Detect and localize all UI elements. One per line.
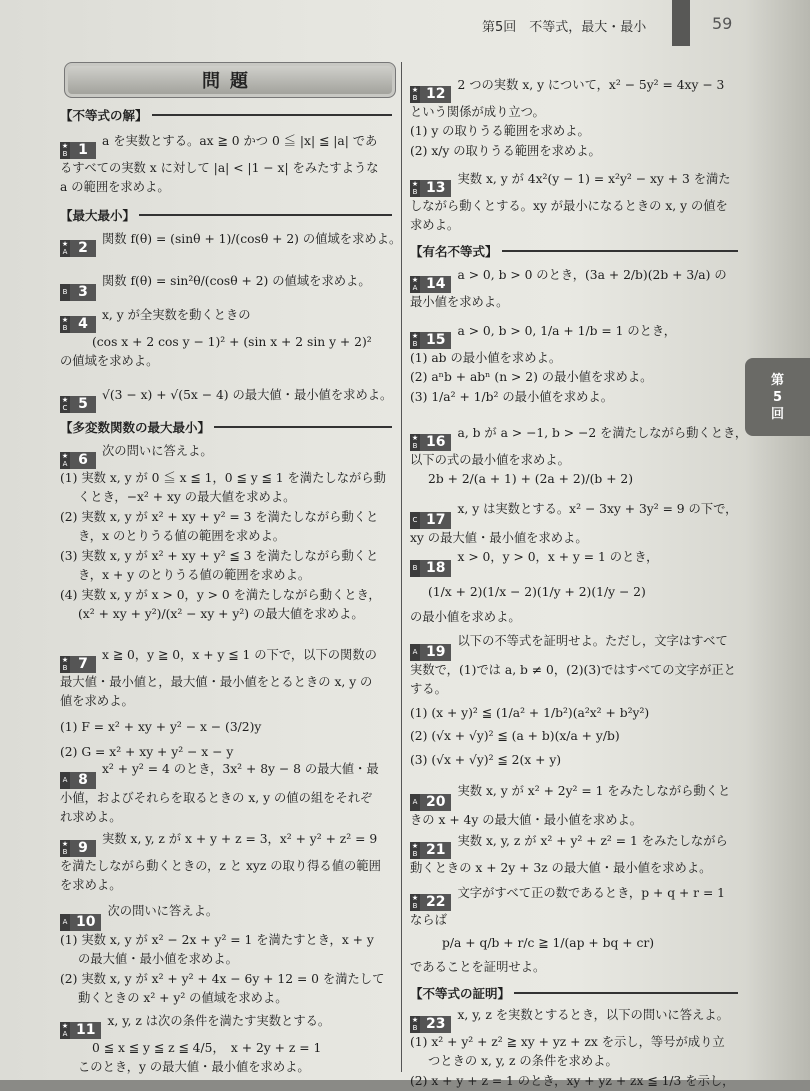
problem: ★ B 13 実数 x, y が 4x²(y − 1) = x²y² − xy + 3 を満た しながら動くとする。xy が最小になるときの x, y の値を 求めよ。 [410,172,731,232]
section-header [60,106,392,124]
problem: A 20 実数 x, y が x² + 2y² = 1 をみたしながら動くと きの x + 4y の最大値・最小値を求めよ。 [410,784,731,827]
problem-badge: ★ B 1 [60,142,96,159]
side-tab-char: 第 [770,372,784,388]
problem-badge: ★ A 2 [60,240,96,257]
problem-badge: ★ B 21 [410,842,451,859]
problem: B 18 x > 0，y > 0，x + y = 1 のとき， (1/x + 2)(1/x − 2)(1/y + 2)(1/y − 2) の最小値を求めよ。 [410,550,659,624]
problem-badge: ★ B 9 [60,840,96,857]
problem-badge: B 3 [60,284,96,301]
problem-badge: ★ A 14 [410,276,451,293]
problem: ★ B 23 x, y, z を実数とするとき，以下の問いに答えよ。 (1) x² + y² + z² ≧ xy + yz + zx を示し，等号が成り立 つときの x, y, z の条件を求めよ。 (2) x + y + z = 1 のとき，xy + yz + zx ≦ 1/3 を示し， [410,1008,735,1088]
problem: ★ A 14 a > 0, b > 0 のとき，(3a + 2/b)(2b + 3/a) の 最小値を求めよ。 [410,268,727,309]
problem: C 17 x, y は実数とする。x² − 3xy + 3y² = 9 の下で， xy の最大値・最小値を求めよ。 [410,502,738,545]
page-title: 問題 [64,62,396,98]
section-title: 【有名不等式】 [410,244,498,259]
problem: ★ B 12 2 つの実数 x, y について，x² − 5y² = 4xy − 3 という関係が成り立つ。 (1) y の取りうる範囲を求めよ。 (2) x/y の取りうる範囲を求めよ。 [410,78,725,158]
problem-badge: A 8 [60,772,96,789]
problem: ★ A 6 次の問いに答えよ。 (1) 実数 x, y が 0 ≦ x ≦ 1，0 ≦ y ≦ 1 を満たしながら動 くとき，−x² + xy の最大値を求めよ。 (2) 実数 x, y が x² + xy + y² = 3 を満たしながら動くと き，x のとりうる値の範囲を求めよ。 (3) 実数 x, y が x² + xy + y² ≦ 3 を満たしながら動くと き，x + y のとりうる値の範囲を求めよ。 (4) 実数 x, y が x > 0，y > 0 を満たしながら動くとき， (x² + xy + y²)/(x² − xy + y²) の最大値を求めよ。 [60,444,386,621]
problem: ★ B 9 実数 x, y, z が x + y + z = 3，x² + y² + z² = 9 を満たしながら動くときの，z と xyz の取り得る値の範囲 を求めよ。 [60,832,381,892]
section-header [60,206,392,224]
problem-badge: ★ B 22 [410,894,451,911]
side-tab-char: 5 [772,389,783,405]
problem: ★ B 15 a > 0, b > 0, 1/a + 1/b = 1 のとき， (1) ab の最小値を求めよ。 (2) aⁿb + abⁿ (n > 2) の最小値を求めよ。 (3) 1/a² + 1/b² の最小値を求めよ。 [410,324,677,404]
problem-badge: ★ B 23 [410,1016,451,1033]
section-header [410,242,738,260]
problem: ★ A 2 関数 f(θ) = (sinθ + 1)/(cosθ + 2) の値域を求めよ。 [61,232,402,256]
section-title: 【不等式の解】 [60,108,148,123]
problem-badge: ★ B 12 [410,86,451,103]
problem: ★ B 7 x ≧ 0，y ≧ 0，x + y ≦ 1 の下で，以下の関数の 最大値・最小値と，最大値・最小値をとるときの x, y の 値を求めよ。 (1) F = x² + xy + y² − x − (3/2)y (2) G = x² + xy + y² − x − y [60,648,377,759]
problem: ★ B 21 実数 x, y, z が x² + y² + z² = 1 をみたしながら 動くときの x + 2y + 3z の最大値・最小値を求めよ。 [410,834,728,875]
problem-badge: A 19 [410,644,451,661]
problem: ★ B 16 a, b が a > −1, b > −2 を満たしながら動くとき， 以下の式の最小値を求めよ。 2b + 2/(a + 1) + (2a + 2)/(b + 2) [410,426,748,486]
problem-badge: ★ C 5 [60,396,96,413]
problem-badge: A 20 [410,794,451,811]
problem: ★ A 11 x, y, z は次の条件を満たす実数とする。 0 ≦ x ≦ y ≦ z ≦ 4/5， x + 2y + z = 1 このとき，y の最大値・最小値を求めよ。 [61,1014,331,1074]
problem: A 8 x² + y² = 4 のとき，3x² + 8y − 8 の最大値・最 小値，およびそれらを取るときの x, y の値の組をそれぞ れ求めよ。 [60,762,379,824]
problem-badge: B 18 [410,560,451,577]
problem-badge: ★ B 4 [60,316,96,333]
page-number: 59 [712,14,733,33]
problem-badge: C 17 [410,512,451,529]
problem-badge: ★ B 13 [410,180,451,197]
problem: ★ B 1 a を実数とする。ax ≧ 0 かつ 0 ≦ |x| ≦ |a| であ るすべての実数 x に対して |a| < |1 − x| をみたすような a の範囲を求めよ。 [60,134,379,194]
problem-badge: A 10 [60,914,101,931]
problem: B 3 関数 f(θ) = sin²θ/(cosθ + 2) の値域を求めよ。 [60,272,396,301]
problem: A 19 以下の不等式を証明せよ。ただし，文字はすべて 実数で，(1)では a, b ≠ 0，(2)(3)ではすべての文字が正と する。 (1) (x + y)² ≦ (1/a² + 1/b²)(a²x² + b²y²) (2) (√x + √y)² ≦ (a + b)(x/a + y/b) (3) (√x + √y)² ≦ 2(x + y) [410,634,736,767]
problem-badge: ★ A 11 [60,1022,101,1039]
problem: ★ B 22 文字がすべて正の数であるとき，p + q + r = 1 ならば p/a + q/b + r/c ≧ 1/(ap + bq + cr) であることを証明せよ。 [410,886,726,974]
section-title: 【多変数関数の最大最小】 [60,420,211,435]
problem: ★ C 5 √(3 − x) + √(5x − 4) の最大値・最小値を求めよ。 [61,388,393,412]
running-header: 第5回 不等式，最大・最小 [482,20,647,35]
section-title: 【最大最小】 [60,208,136,223]
side-tab-char: 回 [770,406,784,422]
problem: ★ B 4 x, y が全実数を動くときの (cos x + 2 cos y − 1)² + (sin x + 2 sin y + 2)² の値域を求めよ。 [60,308,372,368]
section-header [410,984,738,1002]
section-header [60,418,392,436]
problem-badge: ★ B 7 [60,656,96,673]
problem-badge: ★ B 15 [410,332,451,349]
section-title: 【不等式の証明】 [410,986,511,1001]
problem-badge: ★ B 16 [410,434,451,451]
problem-badge: ★ A 6 [60,452,96,469]
column-divider [401,62,402,1072]
chapter-side-tab[interactable] [745,358,810,436]
problem: A 10 次の問いに答えよ。 (1) 実数 x, y が x² − 2x + y² = 1 を満たすとき，x + y の最大値・最小値を求めよ。 (2) 実数 x, y が x² + y² + 4x − 6y + 12 = 0 を満たして 動くときの x² + y² の値域を求めよ。 [60,904,385,1005]
binding-tape [672,0,690,46]
